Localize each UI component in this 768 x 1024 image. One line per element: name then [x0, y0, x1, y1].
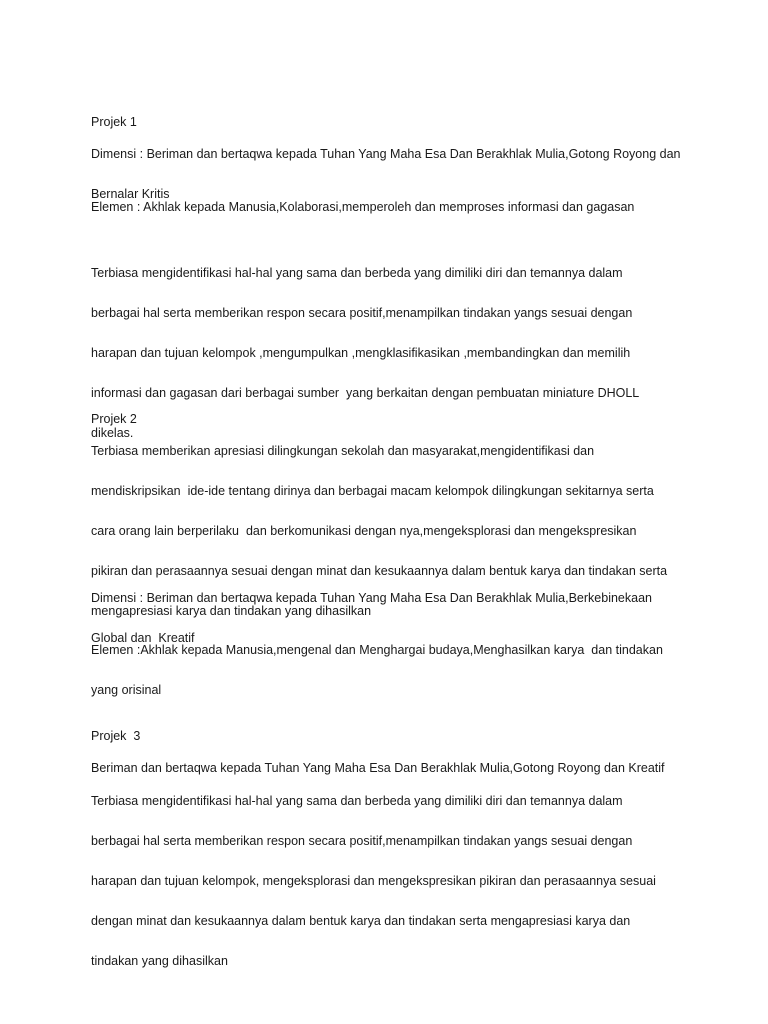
projek-2-elemen	[91, 620, 681, 720]
projek-3-body-line: harapan dan tujuan kelompok, mengeksplorasi dan mengekspresikan pikiran dan perasaannya sesuai	[91, 874, 656, 888]
projek-3-dimensi-text: Beriman dan bertaqwa kepada Tuhan Yang Maha Esa Dan Berakhlak Mulia,Gotong Royong dan Kreatif	[91, 761, 665, 775]
projek-2-dimensi-line: Dimensi : Beriman dan bertaqwa kepada Tuhan Yang Maha Esa Dan Berakhlak Mulia,Berkebinekaan	[91, 591, 652, 605]
projek-1-dimensi-line: Bernalar Kritis	[91, 187, 170, 201]
projek-3-body-line: tindakan yang dihasilkan	[91, 954, 228, 968]
projek-2-dimensi-line: Global dan Kreatif	[91, 631, 195, 645]
projek-1-body-line: berbagai hal serta memberikan respon secara positif,menampilkan tindakan yangs sesuai dengan	[91, 306, 633, 320]
projek-3-title-text: Projek 3	[91, 729, 141, 743]
projek-1-body-line: informasi dan gagasan dari berbagai sumber yang berkaitan dengan pembuatan miniature DHOLL	[91, 386, 640, 400]
projek-2-title-text: Projek 2	[91, 412, 137, 426]
projek-3-body-line: berbagai hal serta memberikan respon secara positif,menampilkan tindakan yangs sesuai dengan	[91, 834, 633, 848]
projek-2-body-line: pikiran dan perasaannya sesuai dengan minat dan kesukaannya dalam bentuk karya dan tindakan serta	[91, 564, 668, 578]
projek-2-body-line: Terbiasa memberikan apresiasi dilingkungan sekolah dan masyarakat,mengidentifikasi dan	[91, 444, 595, 458]
projek-1-title-text: Projek 1	[91, 115, 137, 129]
projek-2-body-line: mengapresiasi karya dan tindakan yang dihasilkan	[91, 604, 372, 618]
projek-1-dimensi-line: Dimensi : Beriman dan bertaqwa kepada Tuhan Yang Maha Esa Dan Berakhlak Mulia,Gotong Royong dan	[91, 147, 681, 161]
projek-3-body-line: Terbiasa mengidentifikasi hal-hal yang sama dan berbeda yang dimiliki diri dan temannya dalam	[91, 794, 623, 808]
projek-2-elemen-line: yang orisinal	[91, 683, 162, 697]
projek-3-body	[91, 771, 681, 991]
projek-1-elemen-text: Elemen : Akhlak kepada Manusia,Kolaborasi,memperoleh dan memproses informasi dan gagasan	[91, 200, 635, 214]
projek-2-body-line: mendiskripsikan ide-ide tentang dirinya dan berbagai macam kelompok dilingkungan sekitarnya serta	[91, 484, 654, 498]
projek-1-body-line: dikelas.	[91, 426, 134, 440]
projek-2-body-line: cara orang lain berperilaku dan berkomunikasi dengan nya,mengeksplorasi dan mengekspresikan	[91, 524, 637, 538]
projek-1-elemen	[91, 177, 681, 237]
projek-1-body-line: Terbiasa mengidentifikasi hal-hal yang sama dan berbeda yang dimiliki diri dan temannya dalam	[91, 266, 623, 280]
projek-2-elemen-line: Elemen :Akhlak kepada Manusia,mengenal dan Menghargai budaya,Menghasilkan karya dan tindakan	[91, 643, 663, 657]
projek-3-body-line: dengan minat dan kesukaannya dalam bentuk karya dan tindakan serta mengapresiasi karya dan	[91, 914, 631, 928]
projek-1-body-line: harapan dan tujuan kelompok ,mengumpulkan ,mengklasifikasikan ,membandingkan dan memilih	[91, 346, 631, 360]
